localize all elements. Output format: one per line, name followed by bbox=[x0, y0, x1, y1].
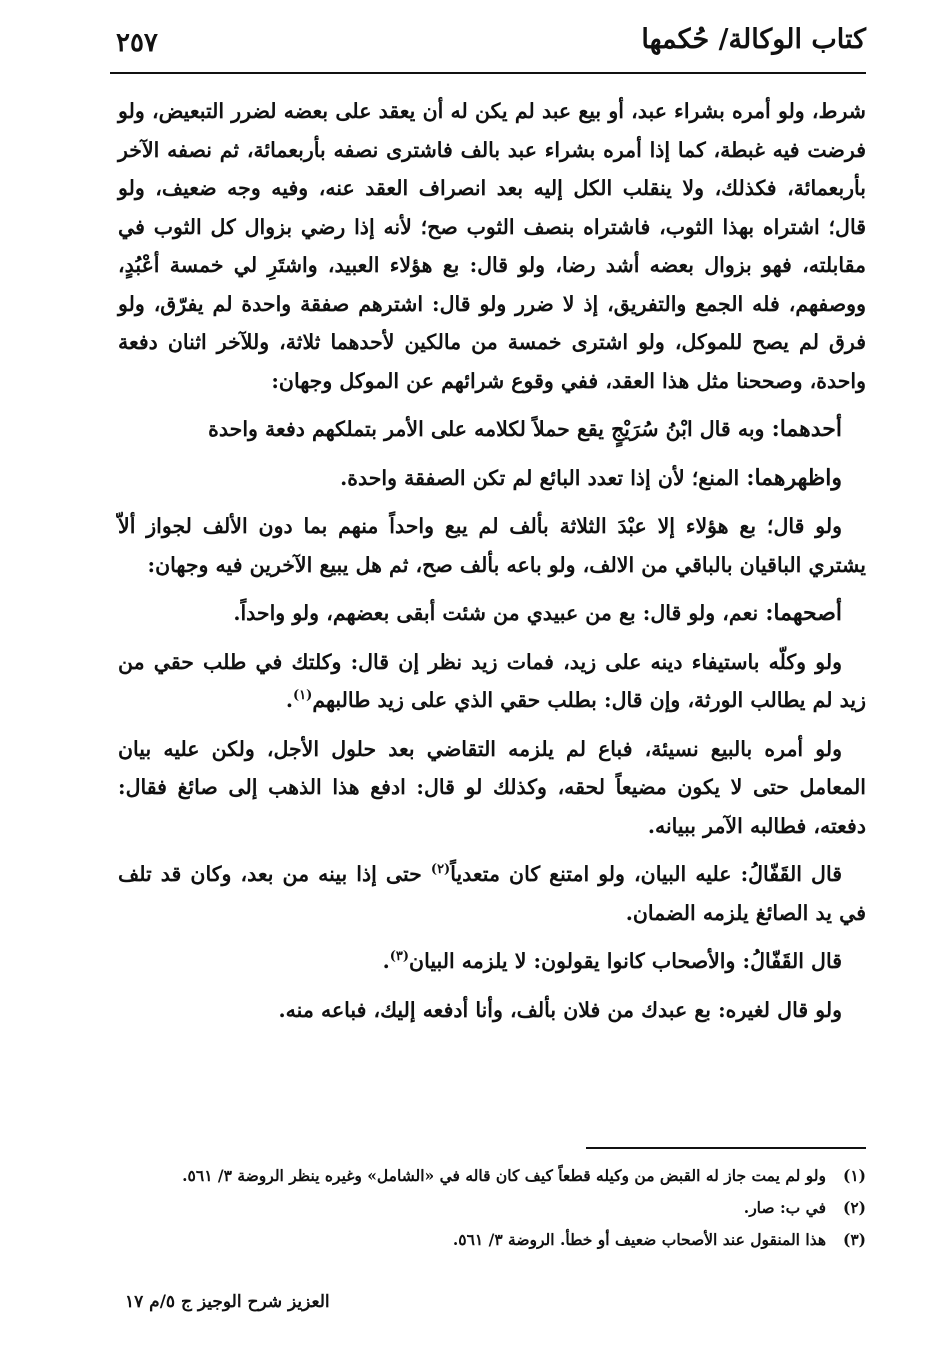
paragraph-6-text: ولو وكلّه باستيفاء دينه على زيد، فمات زيد نظر إن قال: وكلتك في طلب حقي من زيد لم يطالب الورثة، وإن قال: بطلب حقي الذي على زيد طالبهم bbox=[118, 649, 866, 712]
term-more-apparent: واظهرهما: bbox=[746, 464, 842, 491]
footnote-text: في ب: صار. bbox=[743, 1198, 826, 1217]
footnote-number: (٢) bbox=[842, 1198, 866, 1217]
paragraph-9-end: . bbox=[382, 949, 390, 973]
page-number: ٢٥٧ bbox=[116, 28, 158, 58]
paragraph-8-text-a: قال القَفّالُ: عليه البيان، ولو امتنع كان متعدياً bbox=[450, 862, 842, 886]
footnote-2 bbox=[118, 1192, 866, 1224]
main-text bbox=[118, 92, 866, 1029]
footnote-number: (١) bbox=[842, 1166, 866, 1185]
paragraph-5 bbox=[118, 594, 866, 633]
signature-footer: العزيز شرح الوجيز ج ٥/م ١٧ bbox=[125, 1292, 330, 1312]
footnote-divider bbox=[586, 1147, 866, 1149]
paragraph-2-text: وبه قال ابْنُ سُرَيْجٍ يقع حملاً لكلامه على الأمر بتملكهم دفعة واحدة bbox=[208, 417, 765, 441]
paragraph-6-end: . bbox=[285, 688, 294, 712]
footnote-ref-1[interactable]: (١) bbox=[293, 688, 313, 704]
footnote-ref-2[interactable]: (٢) bbox=[430, 862, 451, 878]
paragraph-8 bbox=[118, 855, 866, 932]
paragraph-10: ولو قال لغيره: بع عبدك من فلان بألف، وأنا أدفعه إليك، فباعه منه. bbox=[278, 997, 842, 1022]
paragraph-7: ولو أمره بالبيع نسيئة، فباع لم يلزمه التقاضي بعد حلول الأجل، ولكن عليه بيان المعامل حتى لا يكون مضيعاً لحقه، وكذلك لو قال: ادفع هذا الذهب إلى صائغ فقال: دفعته، فطالبه الآمر ببيانه. bbox=[118, 736, 866, 838]
paragraph-2 bbox=[118, 410, 866, 449]
running-title: كتاب الوكالة/ حُكمها bbox=[641, 24, 866, 55]
footnote-text: ولو لم يمت جاز له القبض من وكيله قطعاً كيف كان قاله في «الشامل» وغيره ينظر الروضة ٣/ ٥٦١. bbox=[182, 1166, 826, 1185]
footnote-ref-3[interactable]: (٣) bbox=[389, 949, 410, 965]
paragraph-6 bbox=[118, 643, 866, 720]
footnote-number: (٣) bbox=[842, 1230, 866, 1249]
footnote-1 bbox=[118, 1160, 866, 1192]
footnote-text: هذا المنقول عند الأصحاب ضعيف أو خطأ. الروضة ٣/ ٥٦١. bbox=[452, 1230, 826, 1249]
paragraph-3-text: المنع؛ لأن إذا تعدد البائع لم تكن الصفقة واحدة. bbox=[340, 465, 740, 490]
paragraph-4: ولو قال؛ بع هؤلاء إلا عبْدَ الثلاثة بألف لم يبع واحداً منهم بما دون الألف لجواز ألاّ يشتري الباقيان بالباقي من الالف، ولو باعه بألف صح، ثم هل يبيع الآخرين فيه وجهان: bbox=[118, 514, 866, 577]
paragraph-1: شرط، ولو أمره بشراء عبد، أو بيع عبد لم يكن له أن يعقد على بعضه لضرر التبعيض، ولو فرضت فيه غبطة، كما إذا أمره بشراء عبد بالف فاشترى نصفه بأربعمائة، ثم نصفه الآخر بأربعمائة، فكذلك، ولا ينقلب الكل إليه بعد انصراف العقد عنه، وفيه وجه ضعيف، ولو قال؛ اشتراه بهذا الثوب، فاشتراه بنصف الثوب صح؛ لأنه إذا رضي بزوال كل الثوب في مقابلته، فهو بزوال بعضه أشد رضا، ولو قال: بع هؤلاء العبيد، واشتَرِ لي خمسة أعْبُدٍ، ووصفهم، فله الجمع والتفريق، إذ لا ضرر ولو قال: اشترهم صفقة واحدة لم يفرّق، ولو فرق لم يصح للموكل، ولو اشترى خمسة من مالكين لأحدهما ثلاثة، وللآخر اثنان دفعة واحدة، وصححنا مثل هذا العقد، ففي وقوع شرائهم عن الموكل وجهان: bbox=[118, 99, 866, 393]
paragraph-3 bbox=[118, 459, 866, 498]
paragraph-8-text-b: حتى إذا بينه من بعد، وكان قد تلف في يد الصائغ يلزمه الضمان. bbox=[118, 862, 866, 925]
footnote-3 bbox=[118, 1224, 866, 1256]
term-first: أحدهما: bbox=[771, 416, 842, 442]
paragraph-9 bbox=[118, 942, 866, 981]
term-most-correct: أصحهما: bbox=[765, 600, 842, 626]
page-header bbox=[110, 22, 866, 74]
footnotes bbox=[118, 1160, 866, 1256]
paragraph-9-text: قال القَفّالُ: والأصحاب كانوا يقولون: لا يلزمه البيان bbox=[409, 949, 842, 973]
paragraph-5-text: نعم، ولو قال: بع من عبيدي من شئت أبقى بعضهم، ولو واحداً. bbox=[233, 601, 759, 625]
